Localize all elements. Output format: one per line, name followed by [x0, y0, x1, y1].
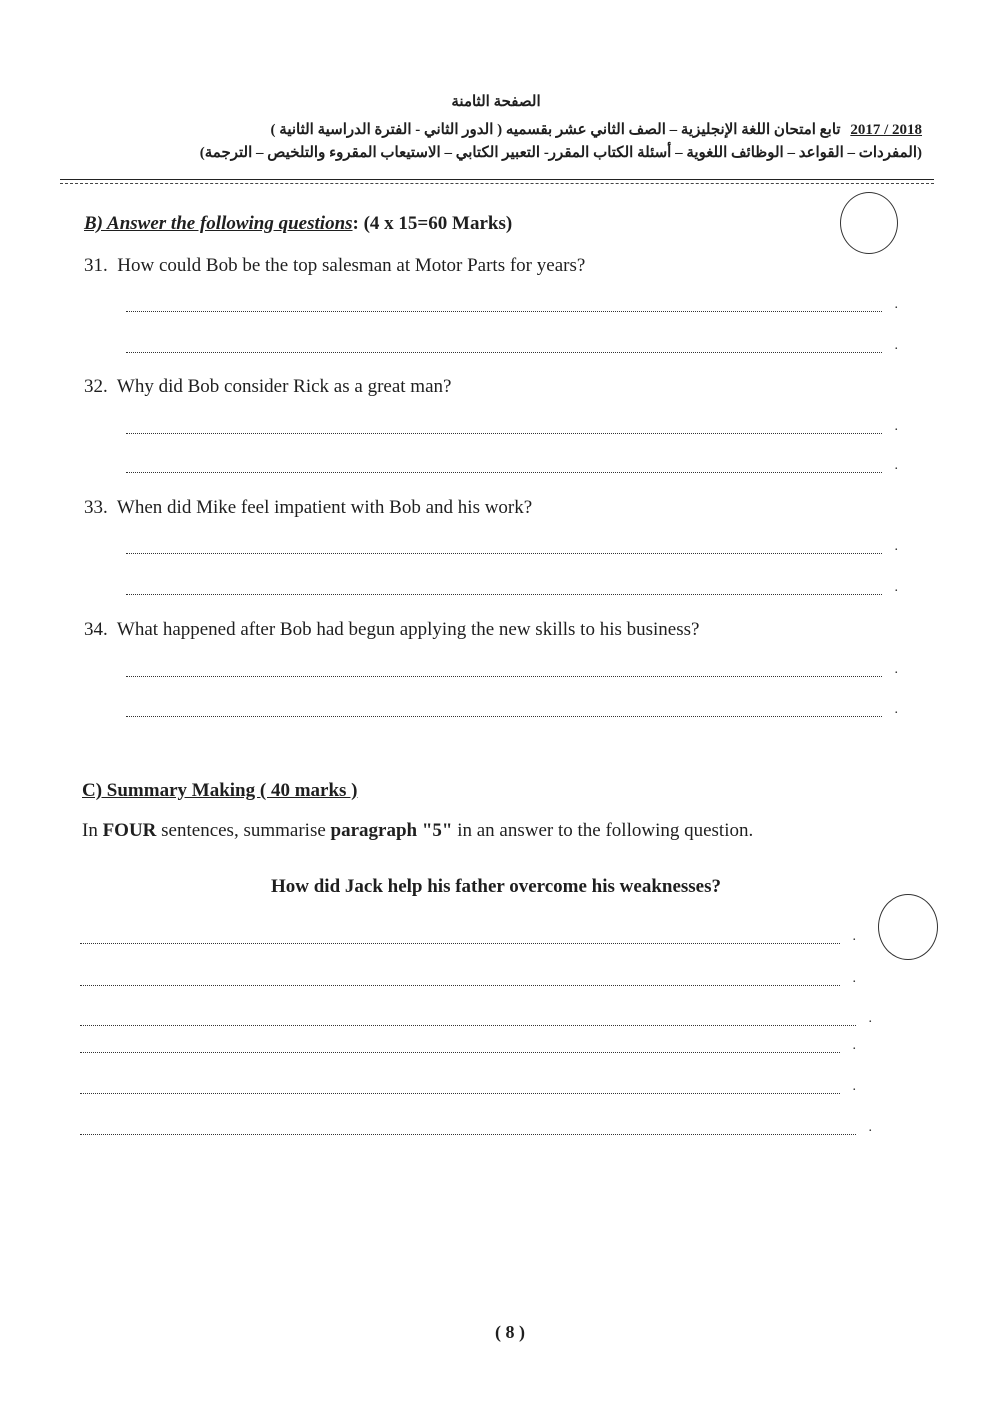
- answer-line[interactable]: [126, 352, 882, 353]
- summary-line[interactable]: [80, 1052, 840, 1053]
- exam-header-line2: (المفردات – القواعد – الوظائف اللغوية – أسئلة الكتاب المقرر- التعبير الكتابي – الاستيعاب المقروء والتلخيص – الترجمة): [199, 145, 922, 161]
- answer-line[interactable]: [126, 676, 882, 677]
- exam-header-line1: [271, 120, 922, 139]
- question-33: 33. When did Mike feel impatient with Bob and his work?: [84, 497, 533, 518]
- section-c-title: C) Summary Making ( 40 marks ): [82, 780, 358, 801]
- question-31: 31. How could Bob be the top salesman at Motor Parts for years?: [84, 255, 586, 276]
- page-label: الصفحة الثامنة: [451, 94, 541, 110]
- question-32: 32. Why did Bob consider Rick as a great man?: [84, 376, 452, 397]
- summary-line[interactable]: [80, 1025, 856, 1026]
- exam-header-text: تابع امتحان اللغة الإنجليزية – الصف الثاني عشر بقسميه ( الدور الثاني - الفترة الدراسية الثانية ): [270, 122, 841, 138]
- section-b-marks: : (4 x 15=60 Marks): [352, 213, 513, 234]
- answer-line[interactable]: [126, 553, 882, 554]
- header-rule-dashed: [60, 183, 934, 184]
- summary-line[interactable]: [80, 1134, 856, 1135]
- summary-line[interactable]: [80, 943, 840, 944]
- summary-line[interactable]: [80, 1093, 840, 1094]
- answer-line[interactable]: [126, 311, 882, 312]
- answer-line[interactable]: [126, 594, 882, 595]
- summary-line[interactable]: [80, 985, 840, 986]
- page-number: ( 8 ): [495, 1322, 525, 1342]
- summary-question: How did Jack help his father overcome his weaknesses?: [270, 876, 722, 897]
- answer-line[interactable]: [126, 433, 882, 434]
- question-34: 34. What happened after Bob had begun applying the new skills to his business?: [84, 619, 700, 640]
- answer-line[interactable]: [126, 472, 882, 473]
- score-circle-c: [878, 894, 938, 960]
- section-b-heading: B) Answer the following questions: [84, 213, 353, 234]
- answer-line[interactable]: [126, 716, 882, 717]
- score-circle-b: [840, 192, 898, 254]
- section-b-title: [84, 213, 512, 235]
- summary-instruction: In FOUR sentences, summarise paragraph "5" in an answer to the following question.: [82, 820, 754, 841]
- header-rule: [60, 179, 934, 180]
- exam-year: 2017 / 2018: [850, 122, 922, 138]
